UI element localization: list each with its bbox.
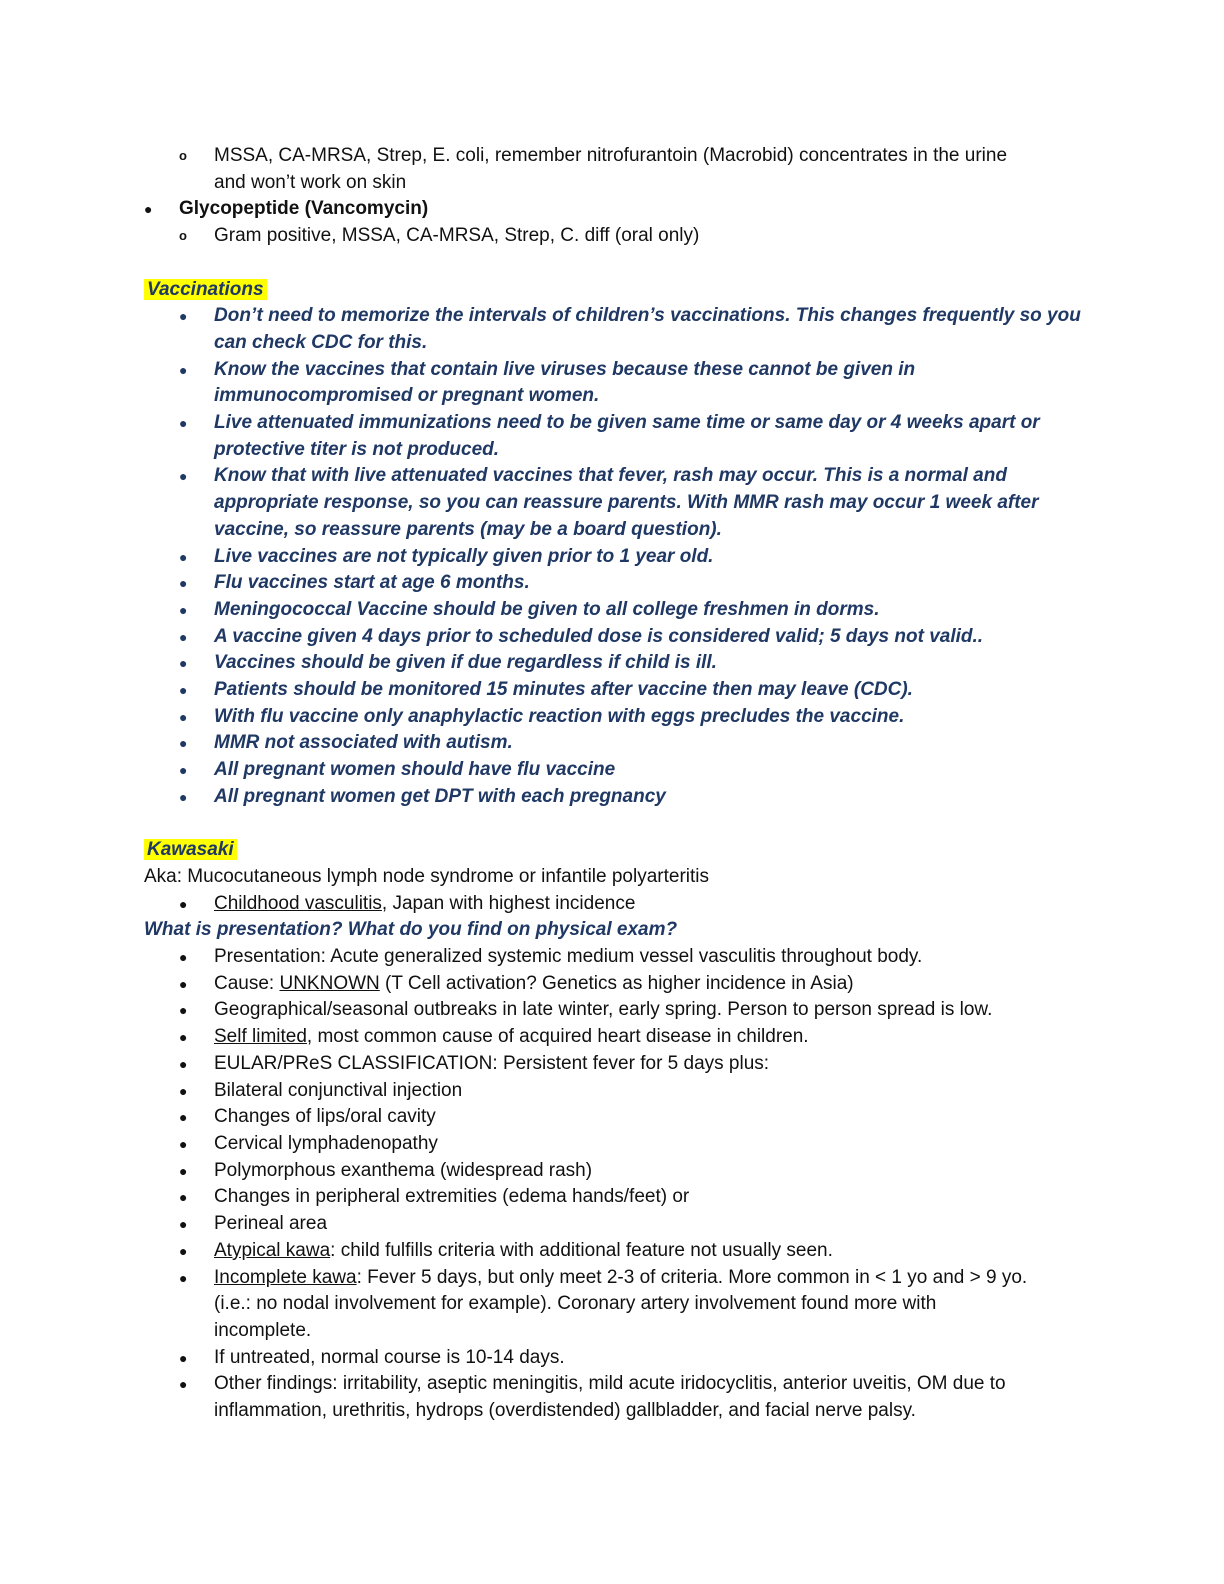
self-limited-text: , most common cause of acquired heart disease in children.: [306, 1026, 809, 1048]
bullet-icon: ●: [179, 415, 188, 432]
criteria-item: [144, 1104, 1084, 1131]
kawasaki-heading: Kawasaki: [144, 839, 237, 860]
list-item: [144, 1345, 1084, 1372]
bullet-icon: ●: [179, 361, 188, 378]
vaccination-line: Don’t need to memorize the intervals of children’s vaccinations. This changes frequently so you: [214, 305, 1081, 327]
bullet-icon: ●: [179, 1135, 188, 1152]
vaccination-line: Flu vaccines start at age 6 months.: [214, 572, 530, 594]
atypical-text: : child fulfills criteria with additional feature not usually seen.: [330, 1239, 833, 1261]
vaccination-item: [144, 730, 1084, 757]
eular-text: EULAR/PReS CLASSIFICATION: Persistent fever for 5 days plus:: [214, 1052, 770, 1074]
kawasaki-heading-row: [144, 837, 1084, 864]
vaccination-line: Meningococcal Vaccine should be given to all college freshmen in dorms.: [214, 598, 880, 620]
criteria-item: [144, 1078, 1084, 1105]
vaccination-item: [144, 544, 1084, 571]
nitro-line-2: and won’t work on skin: [214, 171, 407, 193]
list-item: [144, 891, 1084, 918]
bullet-icon: ●: [179, 1242, 188, 1259]
criteria-text: Changes in peripheral extremities (edema hands/feet) or: [214, 1186, 690, 1208]
criteria-text: Perineal area: [214, 1213, 328, 1235]
vaccination-item: [144, 463, 1084, 543]
childhood-vasculitis-term: Childhood vasculitis: [214, 892, 382, 914]
bullet-icon: ●: [179, 708, 188, 725]
vaccination-item: [144, 570, 1084, 597]
vaccination-line: protective titer is not produced.: [214, 438, 500, 460]
untreated-text: If untreated, normal course is 10-14 days.: [214, 1346, 565, 1368]
atypical-term: Atypical kawa: [214, 1239, 331, 1261]
bullet-icon: ●: [179, 1376, 188, 1393]
glycopeptide-item: [144, 196, 1084, 223]
vaccination-item: [144, 624, 1084, 651]
bullet-icon: ●: [179, 682, 188, 699]
bullet-icon: ●: [179, 601, 188, 618]
vaccination-line: With flu vaccine only anaphylactic reaction with eggs precludes the vaccine.: [214, 705, 905, 727]
vaccination-line: Patients should be monitored 15 minutes after vaccine then may leave (CDC).: [214, 679, 913, 701]
bullet-icon: ●: [179, 1029, 188, 1046]
list-item: [144, 1051, 1084, 1078]
self-limited-term: Self limited: [214, 1026, 307, 1048]
vaccination-item: [144, 410, 1084, 463]
list-item: [144, 1238, 1084, 1265]
incomplete-text-3: incomplete.: [214, 1319, 312, 1341]
vaccination-line: Know the vaccines that contain live viruses because these cannot be given in: [214, 358, 916, 380]
bullet-icon: ●: [179, 1002, 188, 1019]
bullet-icon: ●: [179, 788, 188, 805]
incomplete-term: Incomplete kawa: [214, 1266, 357, 1288]
bullet-icon: ●: [179, 1269, 188, 1286]
nitro-line-1: MSSA, CA-MRSA, Strep, E. coli, remember nitrofurantoin (Macrobid) concentrates in the urine: [214, 145, 1008, 166]
bullet-icon: ●: [179, 735, 188, 752]
cause-term: UNKNOWN: [279, 972, 380, 994]
bullet-icon: ●: [179, 655, 188, 672]
list-item: [144, 1371, 1084, 1424]
criteria-item: [144, 1211, 1084, 1238]
vaccination-line: A vaccine given 4 days prior to scheduled dose is considered valid; 5 days not valid..: [214, 625, 984, 647]
geo-text: Geographical/seasonal outbreaks in late winter, early spring. Person to person spread is low.: [214, 999, 993, 1021]
bullet-icon: ●: [179, 1189, 188, 1206]
criteria-text: Polymorphous exanthema (widespread rash): [214, 1159, 593, 1181]
vaccinations-list: [144, 303, 1084, 810]
vaccination-item: [144, 784, 1084, 811]
bullet-icon: ●: [179, 1055, 188, 1072]
vaccinations-heading: Vaccinations: [144, 279, 267, 300]
vaccination-line: Live attenuated immunizations need to be given same time or same day or 4 weeks apart or: [214, 412, 1040, 434]
incomplete-text-1: : Fever 5 days, but only meet 2-3 of criteria. More common in < 1 yo and > 9 yo.: [356, 1266, 1028, 1288]
bullet-icon: ●: [179, 1216, 188, 1233]
circle-bullet-icon: o: [179, 228, 187, 244]
list-item: [144, 1265, 1084, 1345]
bullet-icon: ●: [179, 1349, 188, 1366]
criteria-item: [144, 1184, 1084, 1211]
bullet-icon: ●: [179, 975, 188, 992]
vaccination-line: can check CDC for this.: [214, 331, 428, 353]
childhood-text: , Japan with highest incidence: [381, 892, 636, 914]
bullet-icon: ●: [179, 1109, 188, 1126]
list-item: [144, 1024, 1084, 1051]
circle-bullet-icon: o: [179, 148, 187, 163]
glycopeptide-title: Glycopeptide (Vancomycin): [179, 198, 429, 220]
vaccination-line: vaccine, so reassure parents (may be a board question).: [214, 518, 722, 540]
list-item: [144, 971, 1084, 998]
bullet-icon: ●: [179, 468, 188, 485]
vaccination-line: All pregnant women get DPT with each pregnancy: [214, 785, 666, 807]
other-findings-1: Other findings: irritability, aseptic meningitis, mild acute iridocyclitis, anterior uveitis, OM due to: [214, 1373, 1006, 1395]
glycopeptide-detail-item: [144, 223, 1084, 250]
other-findings-2: inflammation, urethritis, hydrops (overdistended) gallbladder, and facial nerve palsy.: [214, 1400, 916, 1422]
bullet-icon: ●: [179, 1162, 188, 1179]
criteria-item: [144, 1158, 1084, 1185]
criteria-text: Cervical lymphadenopathy: [214, 1132, 438, 1154]
bullet-icon: ●: [179, 628, 188, 645]
vaccination-item: [144, 650, 1084, 677]
bullet-icon: ●: [144, 201, 153, 218]
kawasaki-question: What is presentation? What do you find on physical exam?: [144, 919, 678, 941]
bullet-icon: ●: [179, 308, 188, 325]
bullet-icon: ●: [179, 575, 188, 592]
vaccination-line: Know that with live attenuated vaccines that fever, rash may occur. This is a normal and: [214, 465, 1007, 487]
bullet-icon: ●: [179, 949, 188, 966]
vaccination-line: appropriate response, so you can reassure parents. With MMR rash may occur 1 week after: [214, 492, 1039, 514]
vaccination-line: All pregnant women should have flu vaccine: [214, 759, 616, 781]
criteria-text: Bilateral conjunctival injection: [214, 1079, 463, 1101]
list-item: [144, 997, 1084, 1024]
vaccination-item: [144, 704, 1084, 731]
criteria-text: Changes of lips/oral cavity: [214, 1106, 436, 1128]
cause-label: Cause:: [214, 972, 280, 994]
criteria-list: [144, 1078, 1084, 1238]
vaccination-item: [144, 677, 1084, 704]
list-item: [144, 944, 1084, 971]
vaccination-item: [144, 757, 1084, 784]
bullet-icon: ●: [179, 1082, 188, 1099]
vaccination-line: MMR not associated with autism.: [214, 732, 513, 754]
criteria-item: [144, 1131, 1084, 1158]
vaccination-line: immunocompromised or pregnant women.: [214, 385, 600, 407]
vaccinations-heading-row: [144, 277, 1084, 304]
presentation-text: Presentation: Acute generalized systemic medium vessel vasculitis throughout body.: [214, 946, 923, 968]
kawasaki-aka: Aka: Mucocutaneous lymph node syndrome or infantile polyarteritis: [144, 865, 710, 887]
bullet-icon: ●: [179, 548, 188, 565]
glycopeptide-detail: Gram positive, MSSA, CA-MRSA, Strep, C. diff (oral only): [214, 225, 700, 247]
vaccination-line: Vaccines should be given if due regardless if child is ill.: [214, 652, 717, 674]
vaccination-item: [144, 597, 1084, 624]
vaccination-item: [144, 357, 1084, 410]
incomplete-text-2: (i.e.: no nodal involvement for example). Coronary artery involvement found more with: [214, 1293, 937, 1315]
cause-text: (T Cell activation? Genetics as higher incidence in Asia): [379, 972, 854, 994]
document-page: [144, 143, 1084, 1425]
bullet-icon: ●: [179, 895, 188, 912]
vaccination-line: Live vaccines are not typically given prior to 1 year old.: [214, 545, 714, 567]
vaccination-item: [144, 303, 1084, 356]
nitrofurantoin-item: [144, 143, 1084, 196]
bullet-icon: ●: [179, 762, 188, 779]
